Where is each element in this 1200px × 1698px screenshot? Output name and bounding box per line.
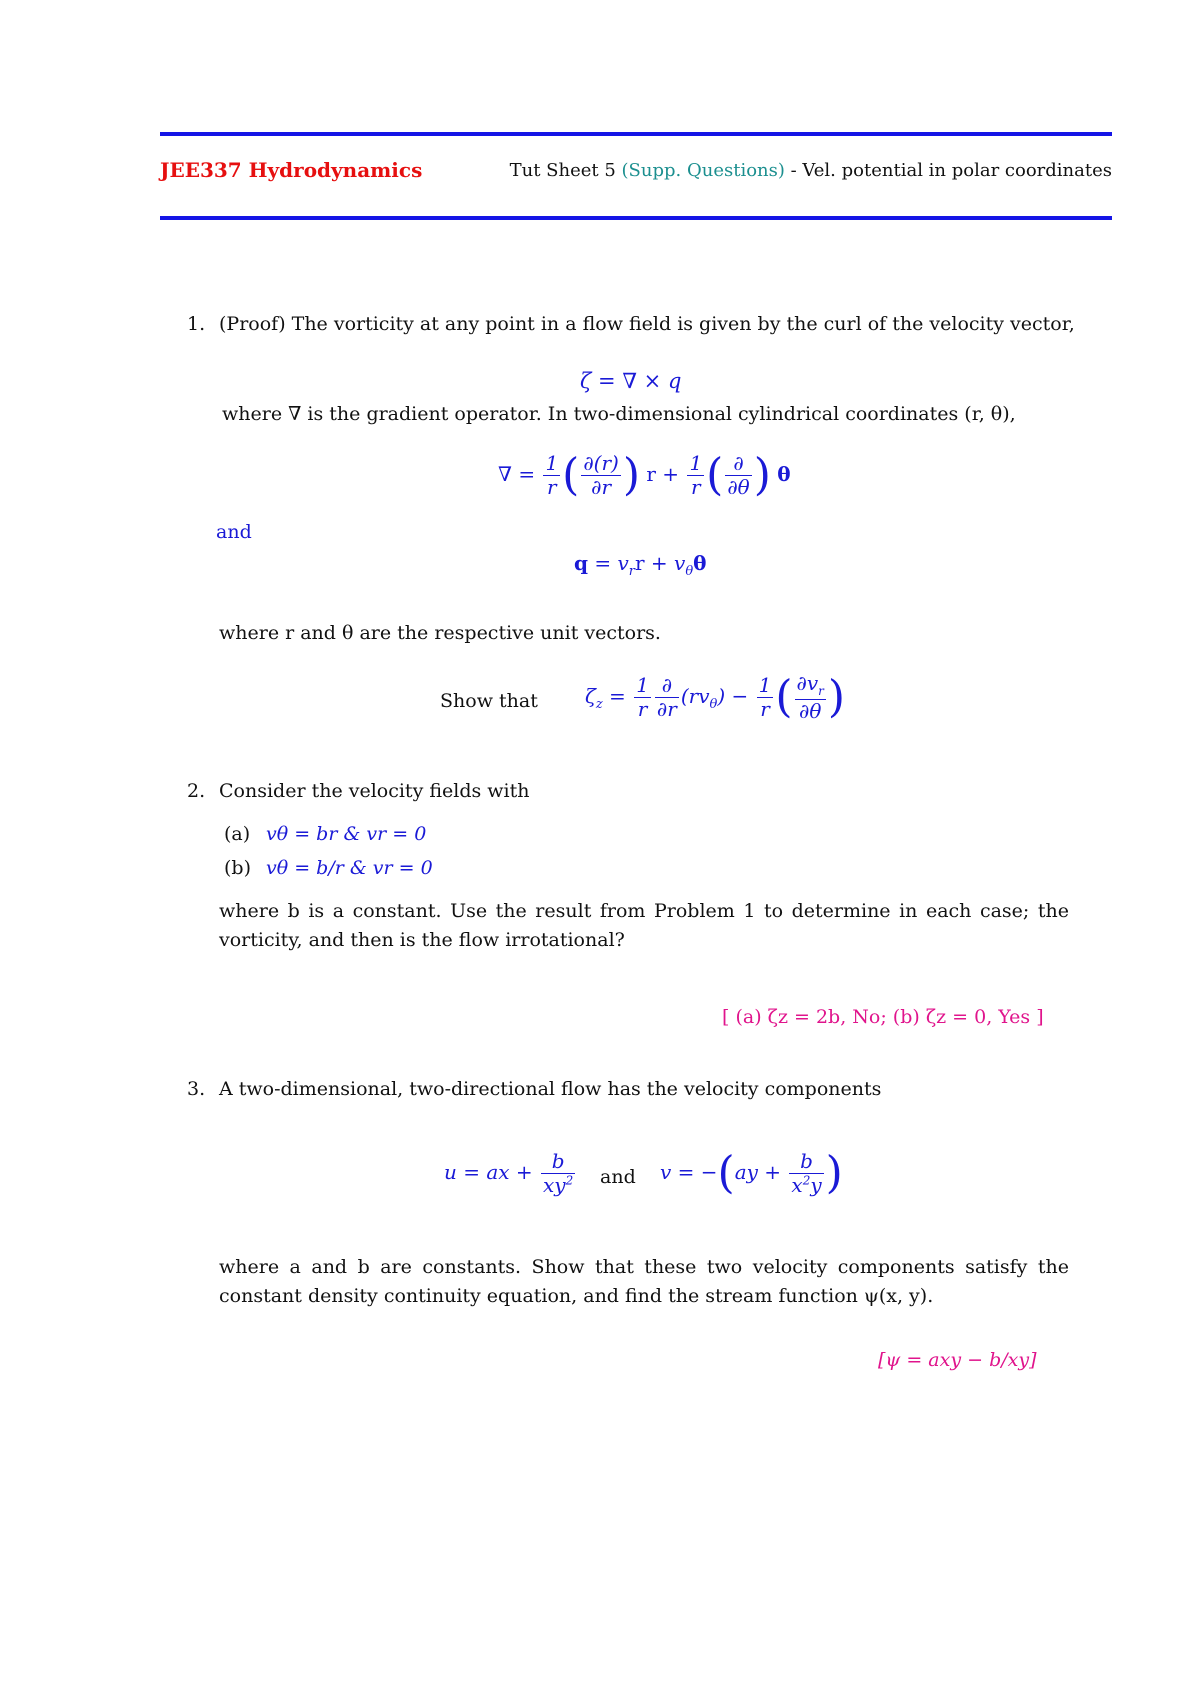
sheet-number: Tut Sheet 5 xyxy=(509,160,616,181)
q3-eq-v: v = −(ay + $\frac{b}{x^2y}$ ) xyxy=(660,1147,843,1199)
q2-number: 2. xyxy=(187,780,206,802)
page-header xyxy=(160,158,1112,194)
q3-eq-u: u = ax + $\frac{b}{xy^2}$ xyxy=(444,1149,574,1197)
header-bottom-rule xyxy=(160,216,1112,220)
q3-number: 3. xyxy=(187,1078,206,1100)
q1-text: (Proof) The vorticity at any point in a flow field is given by the curl of the velocity vector, xyxy=(219,313,1075,335)
q2-a-eq: vθ = br & vr = 0 xyxy=(266,823,427,845)
q3-text: A two-dimensional, two-directional flow has the velocity components xyxy=(219,1078,882,1100)
q3-and: and xyxy=(600,1166,636,1188)
q2-b-label: (b) xyxy=(224,857,251,879)
course-title: JEE337 Hydrodynamics xyxy=(160,158,423,182)
q1-where-gradient: where ∇ is the gradient operator. In two-dimensional cylindrical coordinates (r, θ), xyxy=(222,403,1016,425)
q1-and: and xyxy=(216,521,252,543)
q1-eq-del: ∇ = $\frac{1}{r}$ ( $\frac{\partial(r)}{\partial r}$ ) r + $\frac{1}{r}$ ( $\frac{\partial}{\partial\theta}$ ) θ xyxy=(498,449,791,501)
sheet-title xyxy=(510,160,1112,181)
header-top-rule xyxy=(160,132,1112,136)
q2-answer: [ (a) ζz = 2b, No; (b) ζz = 0, Yes ] xyxy=(722,1006,1044,1028)
q1-where-unit: where r and θ are the respective unit vectors. xyxy=(219,622,661,644)
q1-eq-show: $\zeta_z$ = $\frac{1}{r}$ $\frac{\partial}{\partial r}$ $(rv_\theta)$ − $\frac{1}{r}$ ( $\frac{\partial v_r}{\partial\theta}$ ) xyxy=(585,671,846,723)
q1-eq-velocity: $q = v_rr + v_\theta\theta$ xyxy=(574,551,707,579)
sheet-topic: - Vel. potential in polar coordinates xyxy=(790,160,1112,181)
q2-b-eq: vθ = b/r & vr = 0 xyxy=(266,857,433,879)
q2-text: Consider the velocity fields with xyxy=(219,780,530,802)
q2-a-label: (a) xyxy=(224,823,251,845)
q3-answer: [ψ = axy − b/xy] xyxy=(878,1349,1037,1371)
q1-show-that: Show that xyxy=(440,690,538,712)
q1-eq-vorticity: ζ = ∇ × q xyxy=(580,369,682,393)
q1-number: 1. xyxy=(187,313,206,335)
q2-body: where b is a constant. Use the result from Problem 1 to determine in each case; the vorticity, and then is the flow irrotational? xyxy=(219,900,1069,951)
q3-body: where a and b are constants. Show that these two velocity components satisfy the constant density continuity equation, and find the stream function ψ(x, y). xyxy=(219,1256,1069,1307)
sheet-supp: (Supp. Questions) xyxy=(621,160,785,181)
